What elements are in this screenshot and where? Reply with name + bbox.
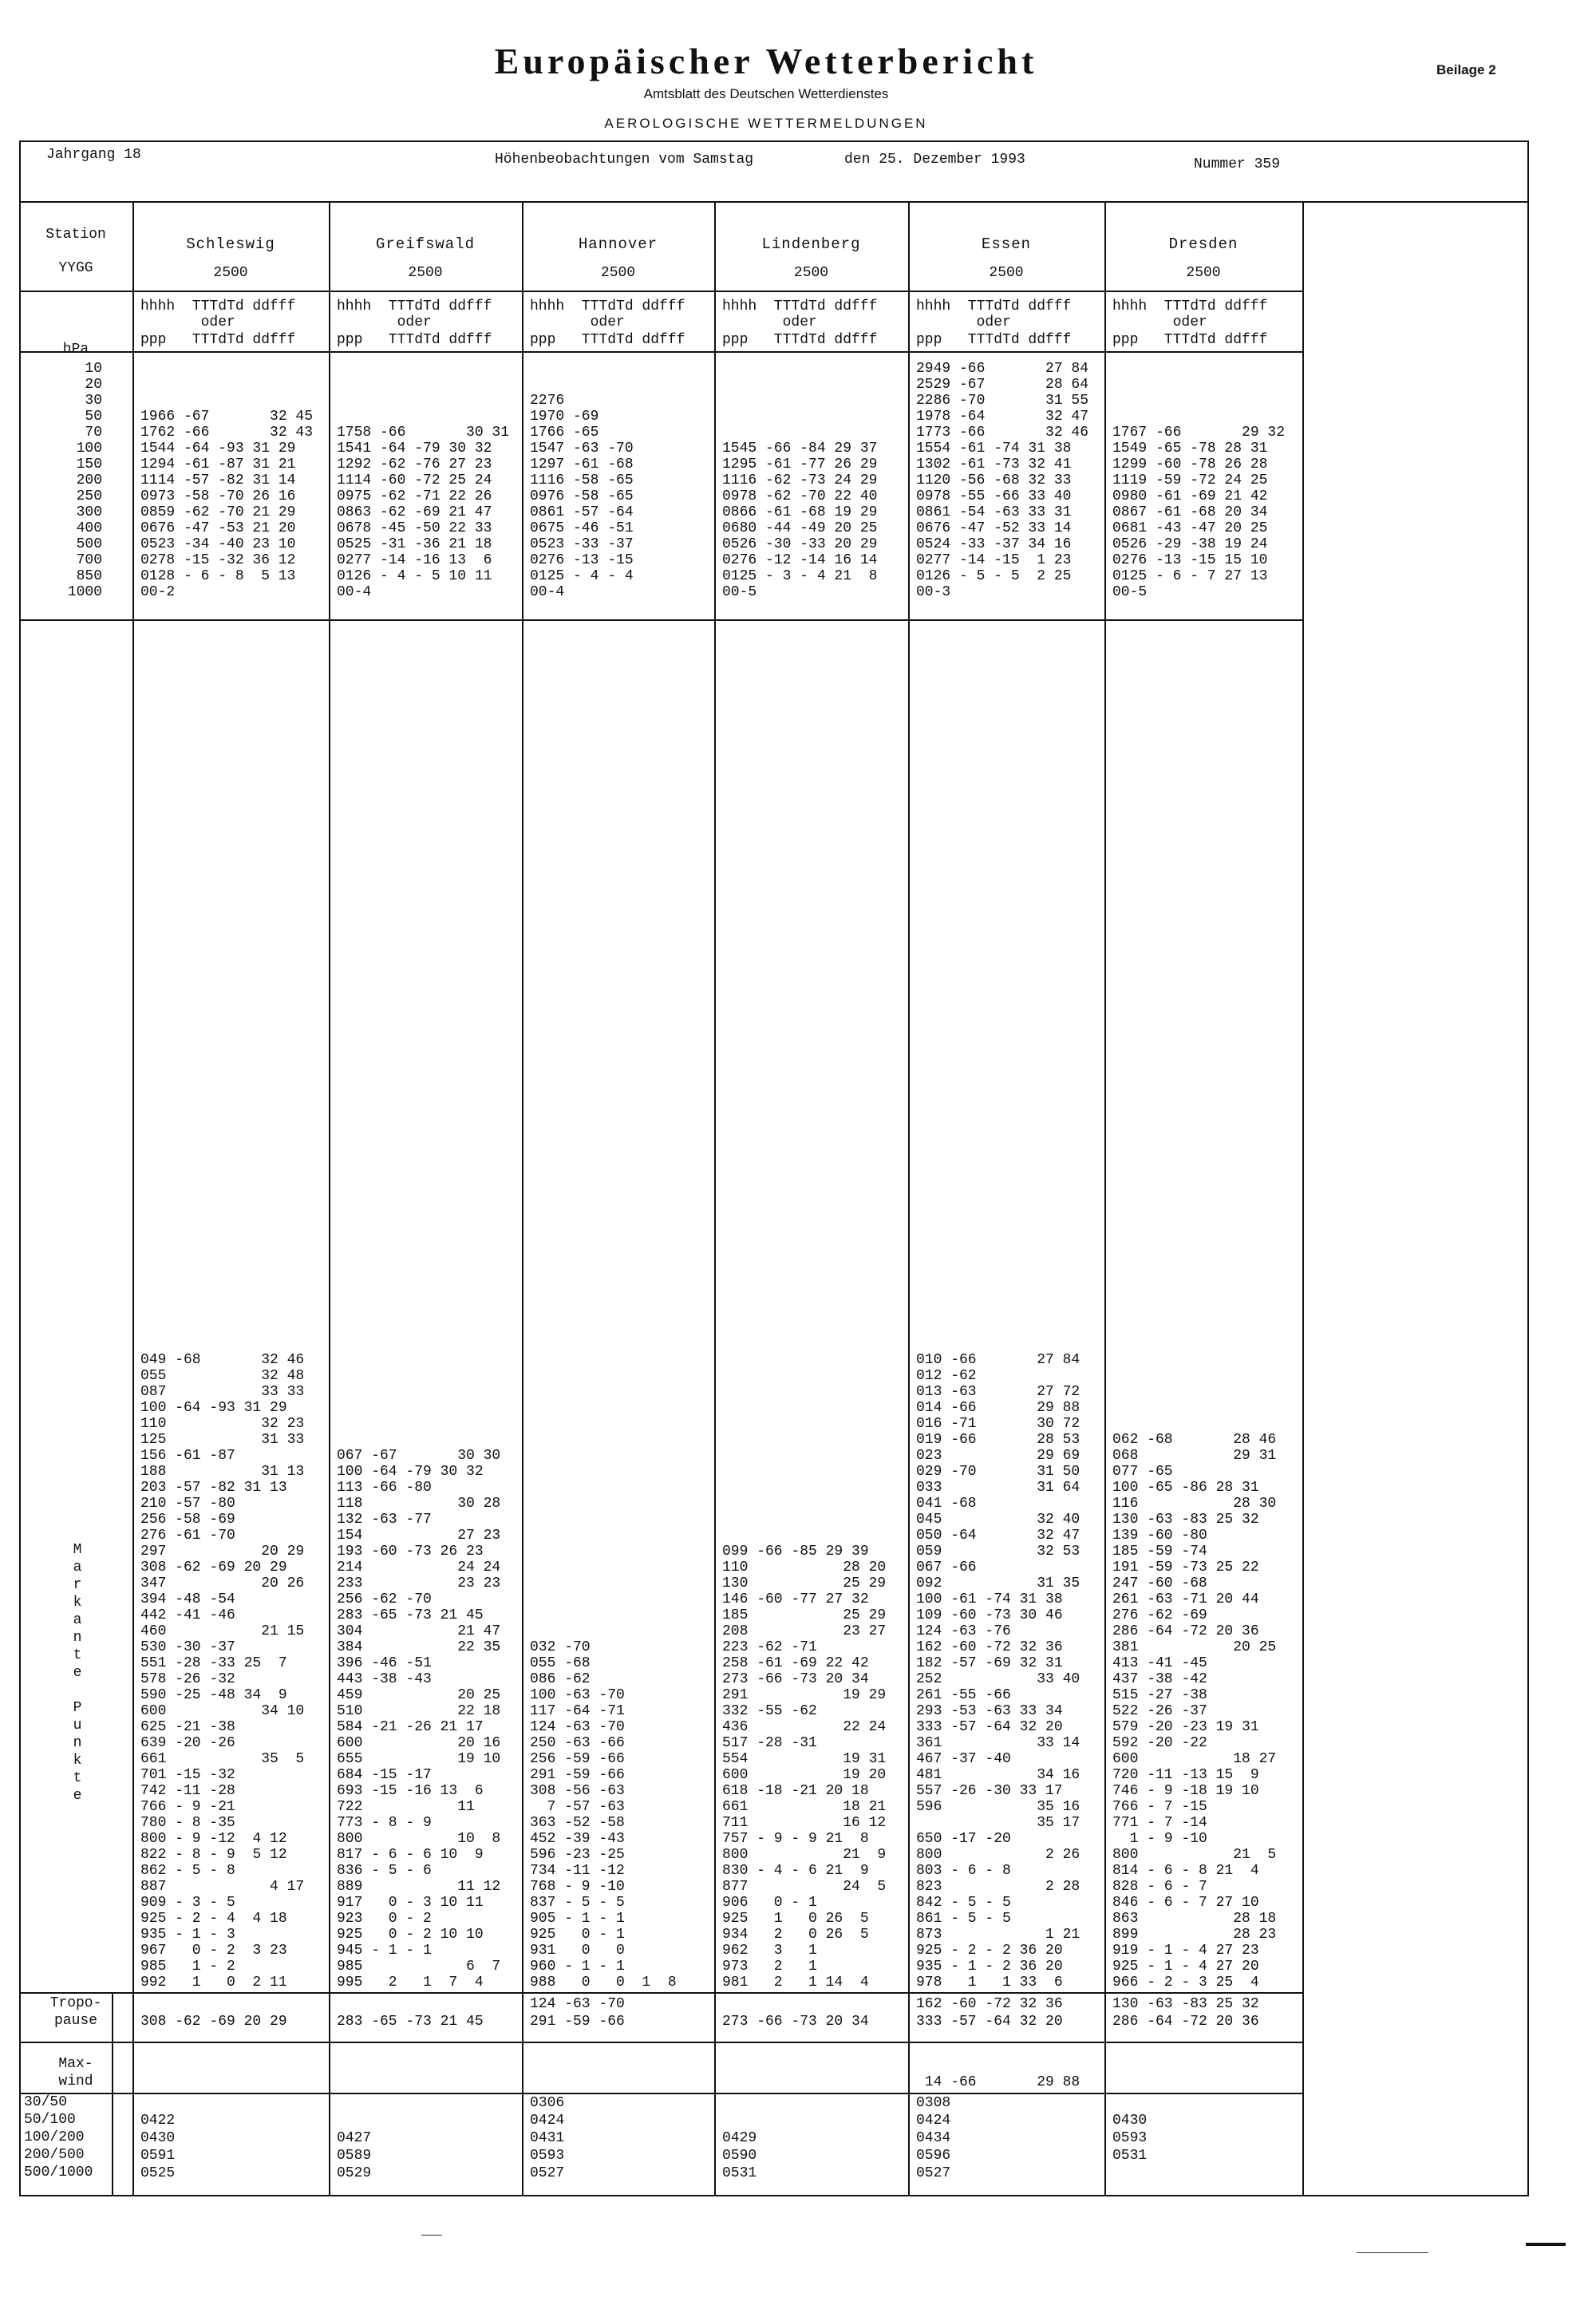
pressure-level: 100: [76, 441, 102, 457]
markante-letter: k: [73, 1753, 82, 1769]
station-name: Schleswig: [186, 235, 275, 253]
column-header-line3: ppp TTTdTd ddfff: [916, 332, 1072, 348]
station-yygg: 2500: [989, 265, 1024, 281]
page-title: Europäischer Wetterbericht: [494, 41, 1038, 81]
yygg-label: YYGG: [58, 260, 93, 276]
column-header-line3: ppp TTTdTd ddfff: [1112, 332, 1268, 348]
tropopause-data: 130 -63 -83 25 32 286 -64 -72 20 36: [1112, 1996, 1259, 2030]
station-label: Station: [45, 227, 106, 243]
table-rule: [19, 351, 1302, 353]
table-rule: [19, 2093, 1302, 2094]
pressure-level: 20: [85, 377, 102, 393]
markante-letter: t: [73, 1647, 82, 1663]
column-rule: [1104, 201, 1106, 2195]
shear-data: 0429 0590 0531: [722, 2130, 757, 2181]
maxwind-label-1: Max-: [58, 2056, 93, 2072]
tropopause-label-2: pause: [53, 2013, 97, 2029]
standard-levels-data: 2949 -66 27 84 2529 -67 28 64 2286 -70 31 55 1978 -64 32 47 1773 -66 32 46 1554 -61 -74 31 38 1302 -61 -73 32 41 1120 -56 -68 32 33 0978 -55 -66 33 40 0861 -54 -63 33 31 0676 -47 -52 33 14 0524 -33 -37 34 16 0277 -14 -15 1 23 0126 - 5 - 5 2 25 00-3: [916, 361, 1089, 600]
standard-levels-data: 1545 -66 -84 29 37 1295 -61 -77 26 29 1116 -62 -73 24 29 0978 -62 -70 22 40 0866 -61 -68 19 29 0680 -44 -49 20 25 0526 -30 -33 20 29 0276 -12 -14 16 14 0125 - 3 - 4 21 8 00-5: [722, 441, 878, 600]
significant-points-data: 032 -70 055 -68 086 -62 100 -63 -70 117 -64 -71 124 -63 -70 250 -63 -66 256 -59 -66 291 -59 -66 308 -56 -63 7 -57 -63 363 -52 -58 452 -39 -43 596 -23 -25 734 -11 -12 768 - 9 -10 837 - 5 - 5 905 - 1 - 1 925 0 - 1 931 0 0 960 - 1 - 1 988 0 0 1 8: [530, 1639, 677, 1991]
significant-points-data: 067 -67 30 30 100 -64 -79 30 32 113 -66 -80 118 30 28 132 -63 -77 154 27 23 193 -60 -73 26 23 214 24 24 233 23 23 256 -62 -70 283 -65 -73 21 45 304 21 47 384 22 35 396 -46 -51 443 -38 -43 459 20 25 510 22 18 584 -21 -26 21 17 600 20 16 655 19 10 684 -15 -17 693 -15 -16 13 6 722 11 773 - 8 - 9 800 10 8 817 - 6 - 6 10 9 836 - 5 - 6 889 11 12 917 0 - 3 10 11 923 0 - 2 925 0 - 2 10 10 945 - 1 - 1 985 6 7 995 2 1 7 4: [337, 1448, 501, 1991]
shear-data: 0306 0424 0431 0593 0527: [530, 2095, 565, 2181]
pressure-level: 50: [85, 409, 102, 425]
station-yygg: 2500: [600, 265, 636, 281]
shear-data: 0427 0589 0529: [337, 2130, 372, 2181]
station-name: Lindenberg: [761, 235, 861, 253]
standard-levels-data: 1966 -67 32 45 1762 -66 32 43 1544 -64 -93 31 29 1294 -61 -87 31 21 1114 -57 -82 31 14 0973 -58 -70 26 16 0859 -62 -70 21 29 0676 -47 -53 21 20 0523 -34 -40 23 10 0278 -15 -32 36 12 0128 - 6 - 8 5 13 00-2: [140, 409, 314, 600]
shear-label: 500/1000: [24, 2165, 93, 2180]
pressure-level: 70: [85, 425, 102, 441]
tropopause-data: 283 -65 -73 21 45: [337, 2014, 484, 2030]
table-rule: [19, 2042, 1302, 2043]
shear-data: 0430 0593 0531: [1112, 2113, 1148, 2164]
markante-letter: r: [73, 1577, 82, 1593]
significant-points-data: 062 -68 28 46 068 29 31 077 -65 100 -65 -86 28 31 116 28 30 130 -63 -83 25 32 139 -60 -80 185 -59 -74 191 -59 -73 25 22 247 -60 -68 261 -63 -71 20 44 276 -62 -69 286 -64 -72 20 36 381 20 25 413 -41 -45 437 -38 -42 515 -27 -38 522 -26 -37 579 -20 -23 19 31 592 -20 -22 600 18 27 720 -11 -13 15 9 746 - 9 -18 19 10 766 - 7 -15 771 - 7 -14 1 - 9 -10 800 21 5 814 - 6 - 8 21 4 828 - 6 - 7 846 - 6 - 7 27 10 863 28 18 899 28 23 919 - 1 - 4 27 23 925 - 1 - 4 27 20 966 - 2 - 3 25 4: [1112, 1432, 1277, 1991]
issue-number: Nummer 359: [1194, 156, 1281, 172]
markante-letter: e: [73, 1665, 82, 1681]
pressure-level: 400: [76, 520, 102, 536]
shear-label: 200/500: [24, 2147, 85, 2163]
jahrgang: Jahrgang 18: [46, 147, 141, 163]
column-header-line1: hhhh TTTdTd ddfff: [722, 298, 878, 314]
significant-points-data: 049 -68 32 46 055 32 48 087 33 33 100 -64 -93 31 29 110 32 23 125 31 33 156 -61 -87 188 31 13 203 -57 -82 31 13 210 -57 -80 256 -58 -69 276 -61 -70 297 20 29 308 -62 -69 20 29 347 20 26 394 -48 -54 442 -41 -46 460 21 15 530 -30 -37 551 -28 -33 25 7 578 -26 -32 590 -25 -48 34 9 600 34 10 625 -21 -38 639 -20 -26 661 35 5 701 -15 -32 742 -11 -28 766 - 9 -21 780 - 8 -35 800 - 9 -12 4 12 822 - 8 - 9 5 12 862 - 5 - 8 887 4 17 909 - 3 - 5 925 - 2 - 4 4 18 935 - 1 - 3 967 0 - 2 3 23 985 1 - 2 992 1 0 2 11: [140, 1352, 305, 1991]
section-title: AEROLOGISCHE WETTERMELDUNGEN: [604, 116, 928, 131]
frame-right: [1527, 140, 1529, 2196]
station-yygg: 2500: [213, 265, 248, 281]
significant-points-data: 010 -66 27 84 012 -62 013 -63 27 72 014 -66 29 88 016 -71 30 72 019 -66 28 53 023 29 69 029 -70 31 50 033 31 64 041 -68 045 32 40 050 -64 32 47 059 32 53 067 -66 092 31 35 100 -61 -74 31 38 109 -60 -73 30 46 124 -63 -76 162 -60 -72 32 36 182 -57 -69 32 31 252 33 40 261 -55 -66 293 -53 -63 33 34 333 -57 -64 32 20 361 33 14 467 -37 -40 481 34 16 557 -26 -30 33 17 596 35 16 35 17 650 -17 -20 800 2 26 803 - 6 - 8 823 2 28 842 - 5 - 5 861 - 5 - 5 873 1 21 925 - 2 - 2 36 20 935 - 1 - 2 36 20 978 1 1 33 6: [916, 1352, 1080, 1991]
beilage-label: Beilage 2: [1436, 62, 1496, 77]
column-rule: [522, 201, 523, 2195]
observation-label: Höhenbeobachtungen vom Samstag: [495, 152, 754, 168]
pressure-level: 10: [85, 361, 102, 377]
column-header-line3: ppp TTTdTd ddfff: [140, 332, 296, 348]
column-header-line1: hhhh TTTdTd ddfff: [530, 298, 685, 314]
pressure-level: 300: [76, 504, 102, 520]
column-rule: [908, 201, 910, 2195]
pressure-level: 150: [76, 457, 102, 472]
tropopause-data: 308 -62 -69 20 29: [140, 2014, 287, 2030]
observation-date: den 25. Dezember 1993: [844, 152, 1025, 168]
column-rule: [329, 201, 330, 2195]
standard-levels-data: 1767 -66 29 32 1549 -65 -78 28 31 1299 -60 -78 26 28 1119 -59 -72 24 25 0980 -61 -69 21 42 0867 -61 -68 20 34 0681 -43 -47 20 25 0526 -29 -38 19 24 0276 -13 -15 15 10 0125 - 6 - 7 27 13 00-5: [1112, 425, 1286, 600]
column-header-line2: oder: [530, 314, 625, 330]
shear-data: 0422 0430 0591 0525: [140, 2113, 176, 2181]
station-yygg: 2500: [408, 265, 443, 281]
maxwind-data: 14 -66 29 88: [924, 2074, 1080, 2090]
table-rule: [19, 619, 1302, 621]
column-rule: [1302, 201, 1304, 2195]
station-name: Essen: [981, 235, 1031, 253]
column-rule: [132, 201, 134, 2195]
maxwind-label-2: wind: [58, 2074, 93, 2089]
scan-mark: [1526, 2243, 1566, 2246]
pressure-level: 700: [76, 552, 102, 568]
column-rule: [714, 201, 716, 2195]
column-header-line2: oder: [1112, 314, 1207, 330]
markante-letter: a: [73, 1612, 82, 1628]
scan-mark: [1357, 2252, 1428, 2253]
column-header-line2: oder: [140, 314, 235, 330]
column-header-line1: hhhh TTTdTd ddfff: [916, 298, 1072, 314]
subtitle: Amtsblatt des Deutschen Wetterdienstes: [643, 86, 889, 101]
significant-points-data: 099 -66 -85 29 39 110 28 20 130 25 29 146 -60 -77 27 32 185 25 29 208 23 27 223 -62 -71 258 -61 -69 22 42 273 -66 -73 20 34 291 19 29 332 -55 -62 436 22 24 517 -28 -31 554 19 31 600 19 20 618 -18 -21 20 18 661 18 21 711 16 12 757 - 9 - 9 21 8 800 21 9 830 - 4 - 6 21 9 877 24 5 906 0 - 1 925 1 0 26 5 934 2 0 26 5 962 3 1 973 2 1 981 2 1 14 4: [722, 1544, 887, 1991]
shear-label: 50/100: [24, 2112, 76, 2128]
station-name: Greifswald: [375, 235, 476, 253]
column-header-line2: oder: [337, 314, 432, 330]
station-name: Dresden: [1168, 235, 1238, 253]
markante-letter: n: [73, 1630, 82, 1646]
pressure-level: 250: [76, 488, 102, 504]
pressure-level: 200: [76, 472, 102, 488]
frame-bottom: [19, 2195, 1529, 2196]
column-header-line1: hhhh TTTdTd ddfff: [1112, 298, 1268, 314]
markante-letter: k: [73, 1595, 82, 1611]
standard-levels-data: 1758 -66 30 31 1541 -64 -79 30 32 1292 -62 -76 27 23 1114 -60 -72 25 24 0975 -62 -71 22 26 0863 -62 -69 21 47 0678 -45 -50 22 33 0525 -31 -36 21 18 0277 -14 -16 13 6 0126 - 4 - 5 10 11 00-4: [337, 425, 510, 600]
station-yygg: 2500: [793, 265, 829, 281]
markante-letter: n: [73, 1735, 82, 1751]
pressure-level: 1000: [67, 584, 102, 600]
column-header-line2: oder: [916, 314, 1011, 330]
column-header-line1: hhhh TTTdTd ddfff: [140, 298, 296, 314]
pressure-level: 500: [76, 536, 102, 552]
shear-label: 100/200: [24, 2129, 85, 2145]
column-header-line2: oder: [722, 314, 817, 330]
markante-letter: M: [73, 1542, 82, 1558]
shear-label: 30/50: [24, 2094, 68, 2110]
tropopause-data: 162 -60 -72 32 36 333 -57 -64 32 20: [916, 1996, 1063, 2030]
column-header-line1: hhhh TTTdTd ddfff: [337, 298, 492, 314]
tropopause-data: 124 -63 -70 291 -59 -66: [530, 1996, 625, 2030]
frame-top: [19, 140, 1529, 142]
table-rule: [19, 291, 1302, 292]
shear-data: 0308 0424 0434 0596 0527: [916, 2095, 951, 2181]
scan-mark: [421, 2235, 442, 2236]
column-header-line3: ppp TTTdTd ddfff: [337, 332, 492, 348]
column-header-line3: ppp TTTdTd ddfff: [722, 332, 878, 348]
station-yygg: 2500: [1186, 265, 1221, 281]
markante-letter: P: [73, 1700, 82, 1716]
station-name: Hannover: [578, 235, 658, 253]
standard-levels-data: 2276 1970 -69 1766 -65 1547 -63 -70 1297 -61 -68 1116 -58 -65 0976 -58 -65 0861 -57 -64 0675 -46 -51 0523 -33 -37 0276 -13 -15 0125 - 4 - 4 00-4: [530, 393, 634, 600]
hpa-label: hPa: [62, 342, 89, 358]
markante-letter: t: [73, 1770, 82, 1786]
markante-letter: a: [73, 1560, 82, 1576]
markante-letter: u: [73, 1718, 82, 1734]
tropopause-label-1: Tropo-: [49, 1995, 102, 2011]
markante-letter: e: [73, 1788, 82, 1804]
column-header-line3: ppp TTTdTd ddfff: [530, 332, 685, 348]
pressure-level: 30: [85, 393, 102, 409]
table-rule: [19, 1992, 1302, 1994]
tropopause-data: 273 -66 -73 20 34: [722, 2014, 869, 2030]
pressure-level: 850: [76, 568, 102, 584]
